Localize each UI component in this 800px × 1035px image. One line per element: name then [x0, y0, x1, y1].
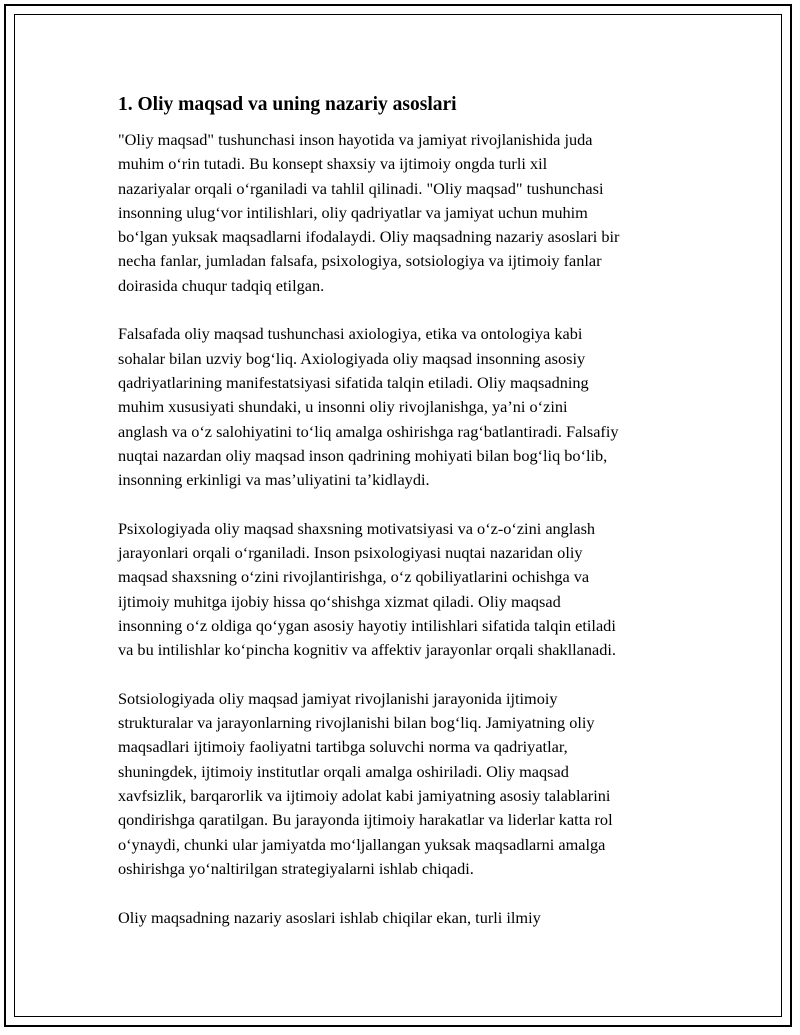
- paragraph-line: "Oliy maqsad" tushunchasi inson hayotida va jamiyat rivojlanishida juda: [118, 130, 593, 149]
- section-heading: 1. Oliy maqsad va uning nazariy asoslari: [118, 94, 457, 115]
- paragraph-line: muhim o‘rin tutadi. Bu konsept shaxsiy va ijtimoiy ongda turli xil: [118, 154, 548, 174]
- paragraph-line: bo‘lgan yuksak maqsadlarni ifodalaydi. Oliy maqsadning nazariy asoslari bir: [118, 227, 620, 247]
- paragraph-line: ijtimoiy muhitga ijobiy hissa qo‘shishga xizmat qiladi. Oliy maqsad: [118, 591, 561, 611]
- paragraph-line: shuningdek, ijtimoiy institutlar orqali amalga oshiriladi. Oliy maqsad: [118, 761, 569, 781]
- document-body: [118, 92, 698, 954]
- paragraph-line: Oliy maqsadning nazariy asoslari ishlab chiqilar ekan, turli ilmiy: [118, 907, 541, 927]
- paragraph-line: insonning erkinligi va mas’uliyatini ta’kidlaydi.: [118, 470, 430, 490]
- paragraph: [118, 517, 698, 663]
- paragraph-line: Sotsiologiyada oliy maqsad jamiyat rivojlanishi jarayonida ijtimoiy: [118, 688, 558, 708]
- paragraph: [118, 322, 698, 492]
- paragraph-line: muhim xususiyati shundaki, u insonni oliy rivojlanishga, ya’ni o‘zini: [118, 397, 568, 417]
- paragraph-line: xavfsizlik, barqarorlik va ijtimoiy adolat kabi jamiyatning asosiy talablarini: [118, 786, 611, 806]
- paragraph-line: nuqtai nazardan oliy maqsad inson qadrining mohiyati bilan bog‘liq bo‘lib,: [118, 445, 608, 465]
- paragraph-list: [118, 128, 698, 930]
- paragraph-line: doirasida chuqur tadqiq etilgan.: [118, 275, 325, 295]
- paragraph-line: o‘ynaydi, chunki ular jamiyatda mo‘ljallangan yuksak maqsadlarni amalga: [118, 834, 606, 854]
- paragraph: [118, 128, 698, 298]
- paragraph-line: qondirishga qaratilgan. Bu jarayonda ijtimoiy harakatlar va liderlar katta rol: [118, 810, 613, 830]
- paragraph-line: qadriyatlarining manifestatsiyasi sifatida talqin etiladi. Oliy maqsadning: [118, 372, 589, 392]
- paragraph-line: anglash va o‘z salohiyatini to‘liq amalga oshirishga rag‘batlantiradi. Falsafiy: [118, 421, 619, 441]
- paragraph-line: insonning o‘z oldiga qo‘ygan asosiy hayotiy intilishlari sifatida talqin etiladi: [118, 615, 616, 635]
- paragraph-line: oshirishga yo‘naltirilgan strategiyalarni ishlab chiqadi.: [118, 858, 474, 878]
- paragraph-line: maqsadlari ijtimoiy faoliyatni tartibga soluvchi norma va qadriyatlar,: [118, 737, 568, 757]
- paragraph-line: Psixologiyada oliy maqsad shaxsning motivatsiyasi va o‘z-o‘zini anglash: [118, 518, 596, 538]
- paragraph-line: jarayonlari orqali o‘rganiladi. Inson psixologiyasi nuqtai nazaridan oliy: [118, 543, 583, 563]
- paragraph-line: va bu intilishlar ko‘pincha kognitiv va affektiv jarayonlar orqali shakllanadi.: [118, 640, 616, 660]
- paragraph-line: necha fanlar, jumladan falsafa, psixologiya, sotsiologiya va ijtimoiy fanlar: [118, 251, 602, 271]
- paragraph-line: Falsafada oliy maqsad tushunchasi axiologiya, etika va ontologiya kabi: [118, 324, 583, 344]
- paragraph-line: sohalar bilan uzviy bog‘liq. Axiologiyada oliy maqsad insonning asosiy: [118, 348, 586, 368]
- paragraph: [118, 687, 698, 881]
- paragraph-line: strukturalar va jarayonlarning rivojlanishi bilan bog‘liq. Jamiyatning oliy: [118, 713, 595, 733]
- paragraph: [118, 906, 698, 930]
- paragraph-line: insonning ulug‘vor intilishlari, oliy qadriyatlar va jamiyat uchun muhim: [118, 202, 588, 222]
- paragraph-line: maqsad shaxsning o‘zini rivojlantirishga, o‘z qobiliyatlarini ochishga va: [118, 567, 590, 587]
- paragraph-line: nazariyalar orqali o‘rganiladi va tahlil qilinadi. "Oliy maqsad" tushunchasi: [118, 178, 604, 198]
